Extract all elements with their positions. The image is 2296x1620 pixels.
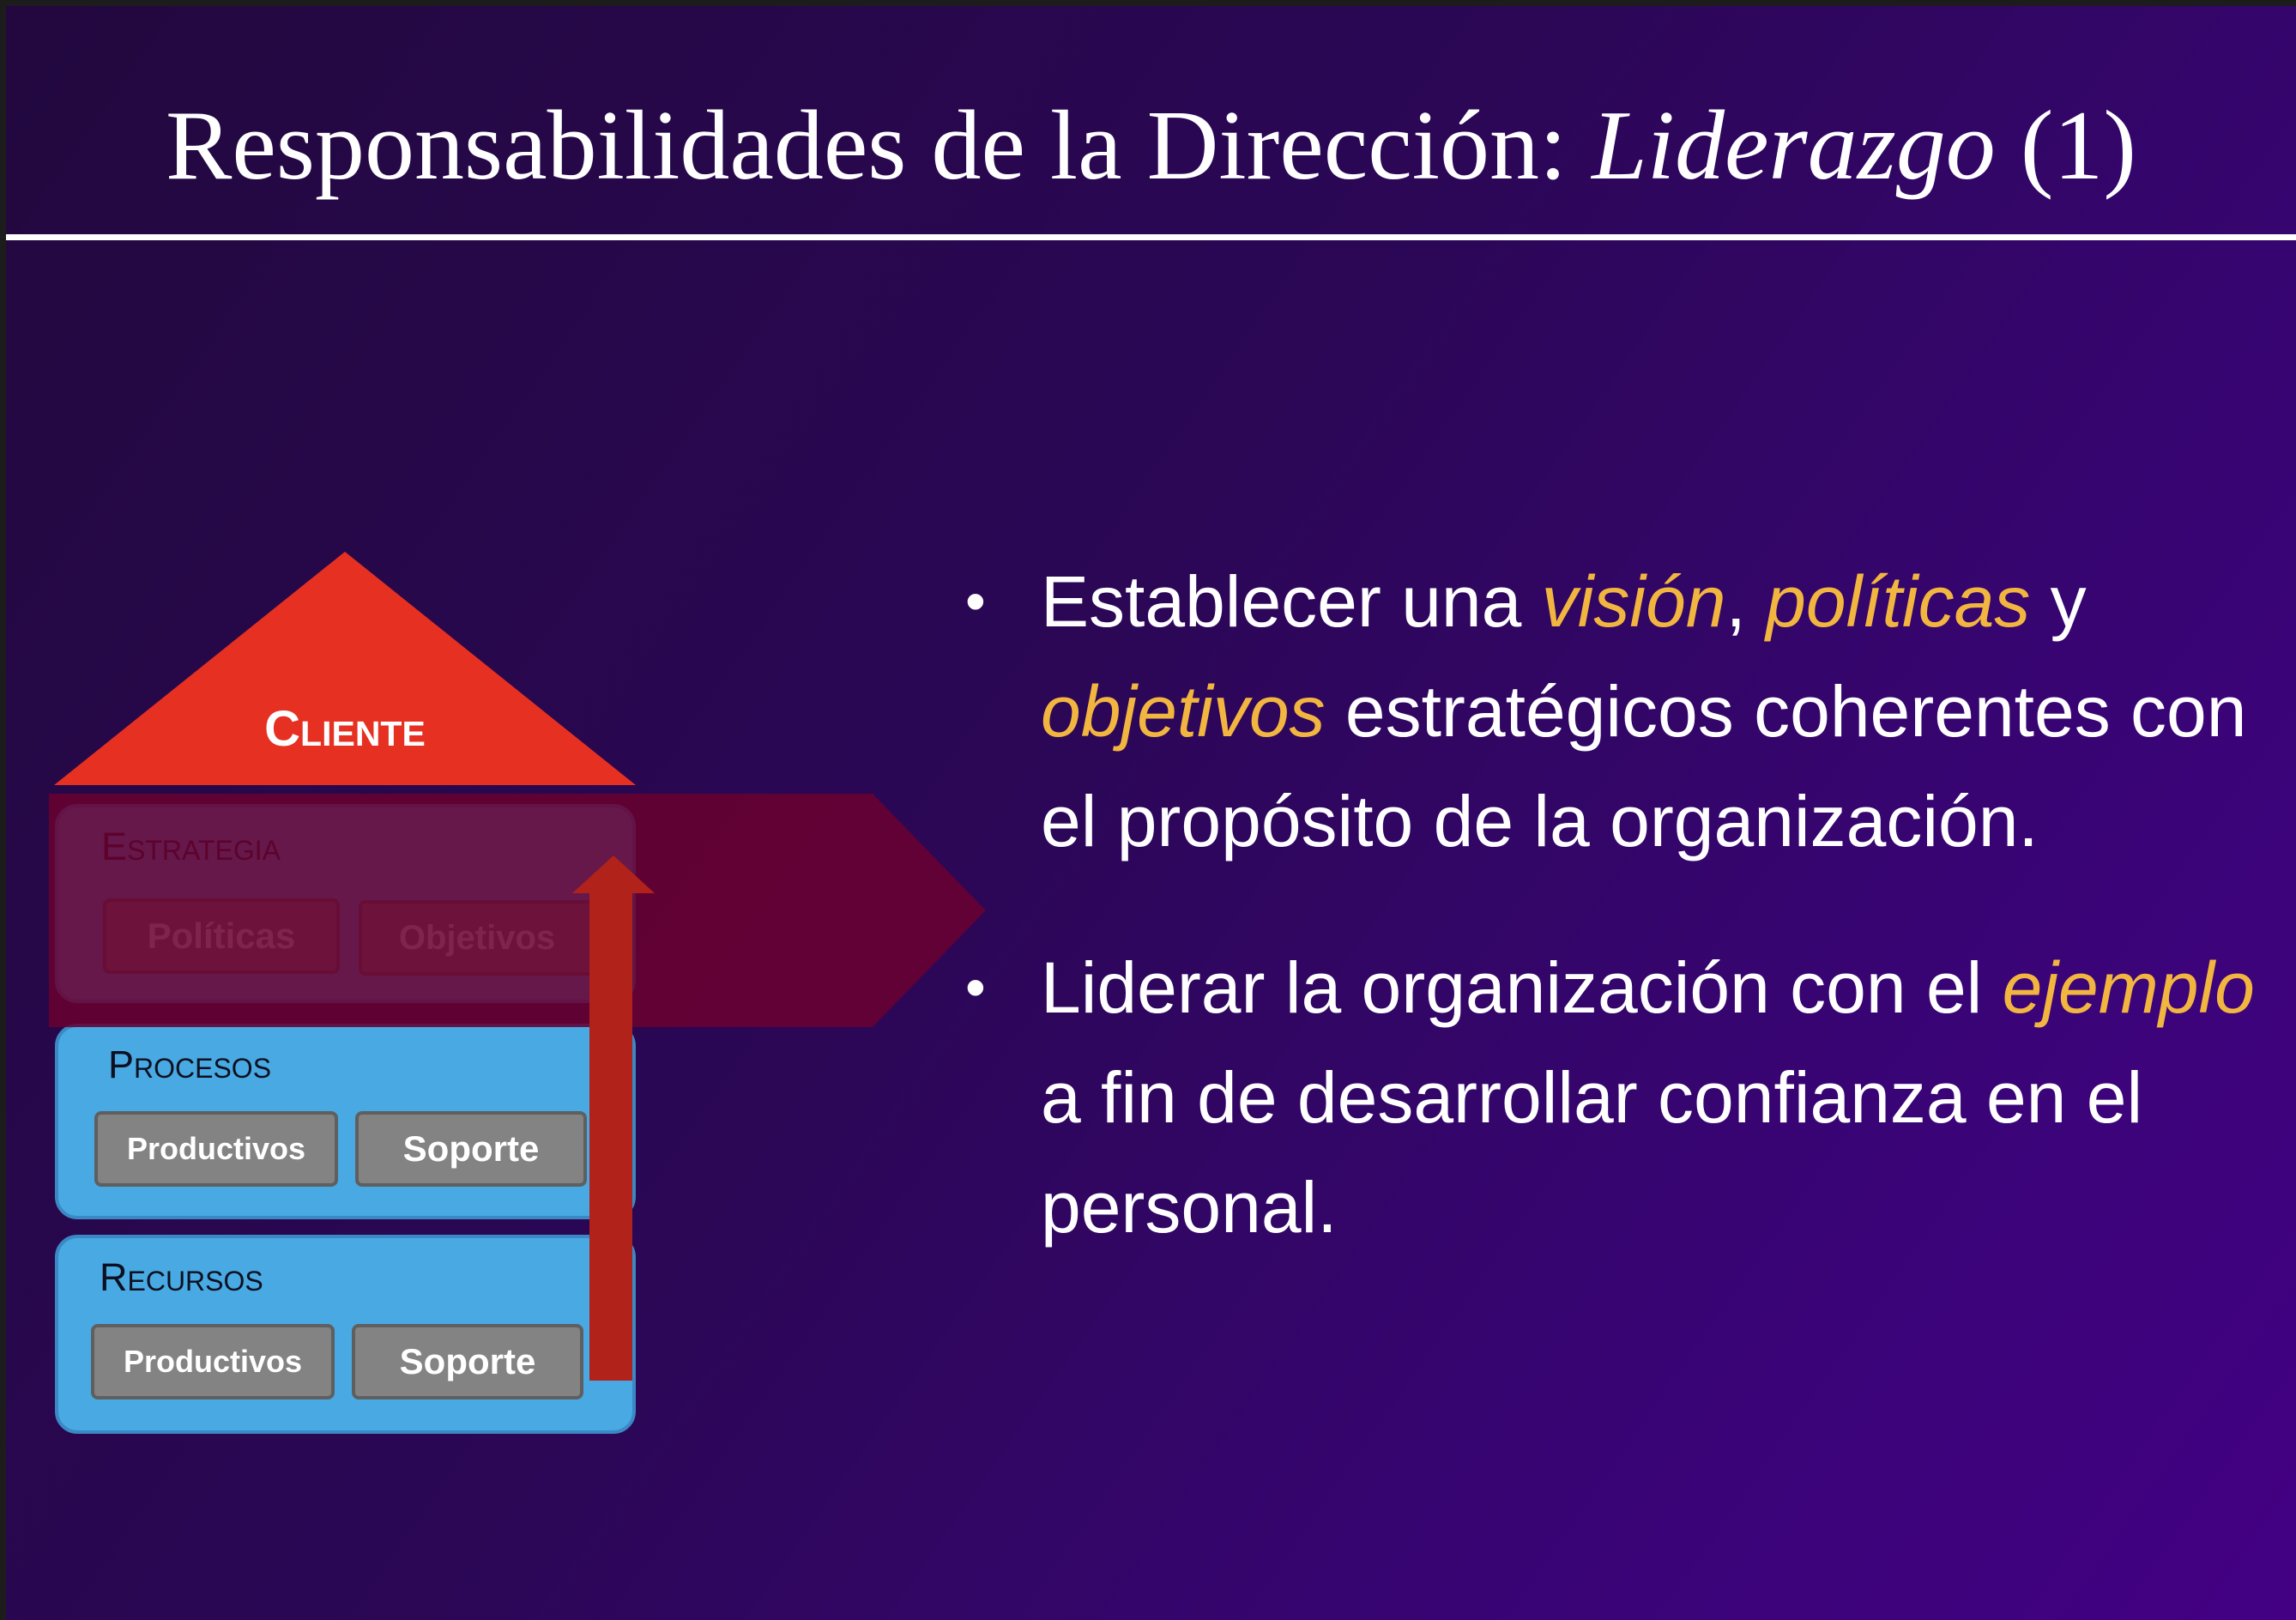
chip-procesos-productivos: Productivos — [94, 1111, 338, 1187]
bullet-2-text-2: a fin de desarrollar confianza en el personal. — [1041, 1057, 2143, 1248]
bullet-1-text-3: y — [2030, 561, 2087, 642]
bullet-item-2 — [965, 933, 2287, 1262]
title-suffix: (1) — [1995, 91, 2136, 201]
bullet-2-highlight-ejemplo: ejemplo — [2002, 947, 2255, 1028]
title-divider — [6, 234, 2296, 240]
bullet-1-text-2: , — [1725, 561, 1767, 642]
procesos-band — [55, 1024, 636, 1219]
bullet-1-highlight-objetivos: objetivos — [1041, 671, 1326, 752]
slide-title — [6, 82, 2296, 210]
cliente-label: Cliente — [264, 701, 426, 757]
bullet-marker: • — [965, 955, 986, 1020]
slide — [6, 6, 2296, 1620]
recursos-band — [55, 1235, 636, 1434]
strategy-chevron-overlay — [49, 794, 986, 1027]
upward-arrow-icon — [572, 855, 655, 1381]
bullet-list — [965, 547, 2287, 1262]
recursos-title: Recursos — [100, 1255, 263, 1299]
bullet-1-text-4: estratégicos coherentes con el propósito de la organización. — [1041, 671, 2247, 861]
bullet-item-1 — [965, 547, 2287, 876]
title-italic: Liderazgo — [1592, 91, 1996, 201]
chip-recursos-soporte: Soporte — [352, 1324, 583, 1399]
chip-recursos-productivos: Productivos — [91, 1324, 335, 1399]
bullet-1-highlight-politicas: políticas — [1766, 561, 2031, 642]
bullet-1-highlight-vision: visión — [1541, 561, 1726, 642]
bullet-1-text-1: Establecer una — [1041, 561, 1542, 642]
procesos-title: Procesos — [108, 1043, 272, 1086]
bullet-marker: • — [965, 569, 986, 634]
bullet-2-text-1: Liderar la organización con el — [1041, 947, 2003, 1028]
chip-procesos-soporte: Soporte — [355, 1111, 587, 1187]
title-main: Responsabilidades de la Dirección: — [166, 91, 1592, 201]
